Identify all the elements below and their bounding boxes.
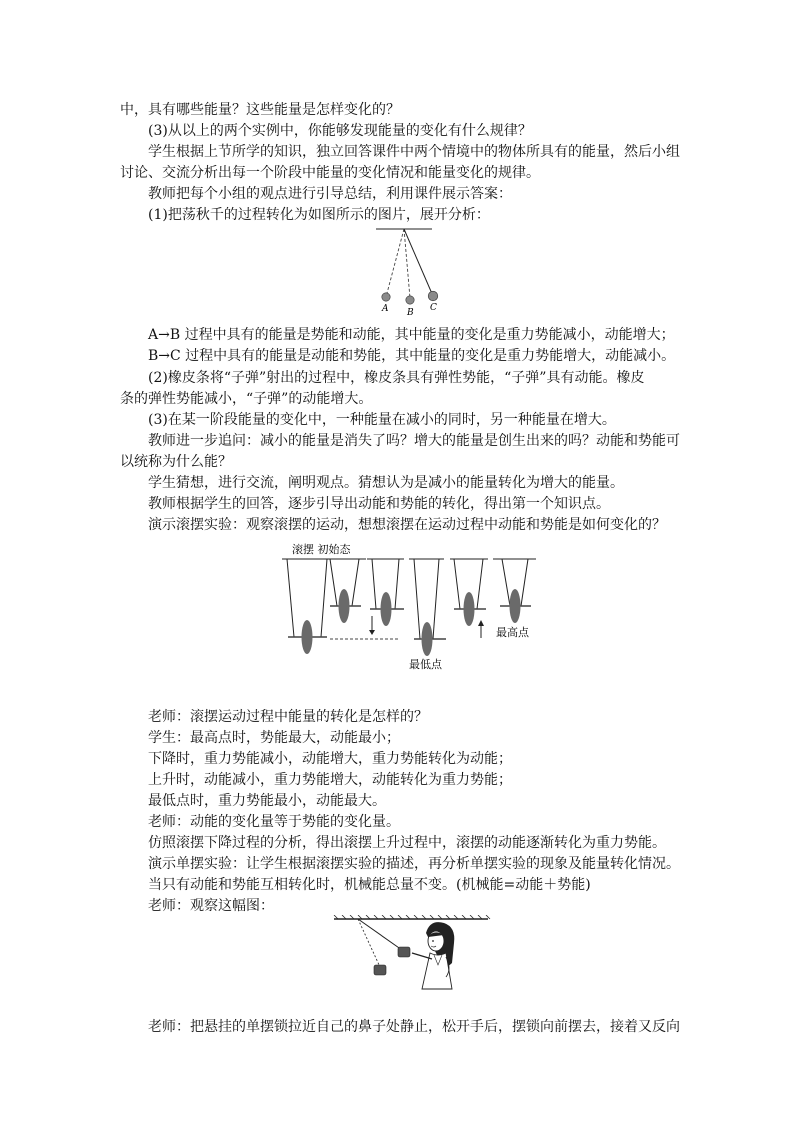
paragraph-line: (1)把荡秋千的过程转化为如图所示的图片，展开分析： [148,207,490,223]
pendulum-bob-c [428,291,438,301]
paragraph-line: 以统称为什么能？ [120,454,232,470]
paragraph-line: 老师：滚摆运动过程中能量的转化是怎样的？ [148,709,428,725]
paragraph-line: 仿照滚摆下降过程的分析，得出滚摆上升过程中，滚摆的动能逐渐转化为重力势能。 [148,835,666,851]
wheel [339,589,350,623]
arrow-up-icon [478,620,484,626]
paragraph-line: 教师根据学生的回答，逐步引导出动能和势能的转化，得出第一个知识点。 [148,496,610,512]
paragraph-line: (3)从以上的两个实例中，你能够发现能量的变化有什么规律？ [148,123,532,139]
paragraph-line: 讨论、交流分析出每一个阶段中能量的变化情况和能量变化的规律。 [120,165,540,181]
label-lowest-point: 最低点 [409,658,442,671]
paragraph-line: 中，具有哪些能量？这些能量是怎样变化的？ [120,102,400,118]
paragraph-line: 老师：把悬挂的单摆锁拉近自己的鼻子处静止，松开手后，摆锁向前摆去，接着又反向 [148,1019,680,1035]
wheel [302,620,313,654]
label-initial-state: 滚摆 初始态 [292,543,351,556]
pendulum-string-b [404,229,410,298]
paragraph-line: 下降时，重力势能减小，动能增大，重力势能转化为动能； [148,751,512,767]
wheel [422,622,433,656]
paragraph-line: 最低点时，重力势能最小，动能最大。 [148,793,386,809]
paragraph-line: 上升时，动能减小，重力势能增大，动能转化为重力势能； [148,772,512,788]
paragraph-line: 老师：动能的变化量等于势能的变化量。 [148,814,400,830]
label-highest-point: 最高点 [496,626,529,639]
paragraph-line: B→C 过程中具有的能量是动能和势能，其中能量的变化是重力势能增大，动能减小。 [148,348,676,364]
wheel [381,592,392,626]
paragraph-line: 教师进一步追问：减小的能量是消失了吗？增大的能量是创生出来的吗？动能和势能可 [148,433,680,449]
paragraph-line: 条的弹性势能减小，“子弹”的动能增大。 [120,391,373,407]
wheel [464,592,475,626]
label-b: B [407,308,414,318]
paragraph-line: 学生根据上节所学的知识，独立回答课件中两个情境中的物体所具有的能量，然后小组 [148,144,680,160]
paragraph-line: 学生：最高点时，势能最大，动能最小； [148,730,400,746]
pendulum-bob-b [406,296,414,304]
swing-pendulum-figure [370,226,460,318]
paragraph-line: 演示滚摆实验：观察滚摆的运动，想想滚摆在运动过程中动能和势能是如何变化的？ [148,517,666,533]
pendulum-bob-a [382,293,390,301]
paragraph-line: 老师：观察这幅图： [148,898,274,914]
pendulum-bob [398,947,410,957]
label-a: A [382,304,389,314]
paragraph-line: 学生猜想，进行交流，阐明观点。猜想认为是减小的能量转化为增大的能量。 [148,475,624,491]
maxwell-wheel-figure [270,538,550,674]
wheel [510,589,521,623]
arrow-down-icon [369,630,375,635]
paragraph-line: 教师把每个小组的观点进行引导总结，利用课件展示答案： [148,186,512,202]
paragraph-line: 当只有动能和势能互相转化时，机械能总量不变。(机械能=动能＋势能) [148,877,591,893]
pendulum-string [358,919,402,950]
paragraph-line: 演示单摆实验：让学生根据滚摆实验的描述，再分析单摆实验的现象及能量转化情况。 [148,856,680,872]
pendulum-string-a [386,229,404,297]
woman-illustration [412,922,454,989]
label-c: C [430,303,437,313]
paragraph-line: A→B 过程中具有的能量是势能和动能，其中能量的变化是重力势能减小，动能增大； [148,327,675,343]
pendulum-bob [374,965,386,975]
paragraph-line: (2)橡皮条将“子弹”射出的过程中，橡皮条具有弹性势能，“子弹”具有动能。橡皮 [148,370,645,386]
pendulum-string-c [404,229,433,296]
paragraph-line: (3)在某一阶段能量的变化中，一种能量在减小的同时，另一种能量在增大。 [148,412,616,428]
pendulum-woman-figure [330,915,492,993]
